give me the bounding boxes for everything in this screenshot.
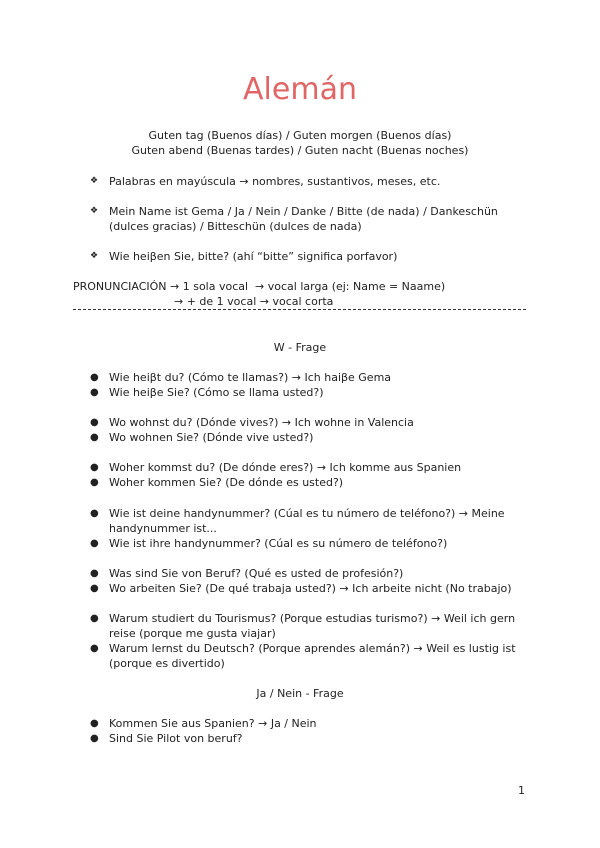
diamond-bullet-icon: ❖ [90, 251, 99, 261]
list-item: reise (porque me gusta viajar) [109, 627, 276, 640]
bullet-icon: ● [90, 568, 99, 579]
bullet-icon: ● [90, 538, 99, 549]
list-item: Woher kommen Sie? (De dónde es usted?) [109, 476, 344, 489]
bullet-icon: ● [90, 372, 99, 383]
bullet-icon: ● [90, 387, 99, 398]
list-item: Wo wohnst du? (Dónde vives?) → Ich wohne in Valencia [109, 416, 414, 429]
list-item: Was sind Sie von Beruf? (Qué es usted de profesión?) [109, 567, 404, 580]
list-item: handynummer ist... [109, 522, 217, 535]
list-item: Woher kommst du? (De dónde eres?) → Ich komme aus Spanien [109, 461, 462, 474]
note-text: Wie heiβen Sie, bitte? (ahí “bitte” significa porfavor) [109, 250, 398, 263]
bullet-icon: ● [90, 432, 99, 443]
note-text: Palabras en mayúscula → nombres, sustantivos, meses, etc. [109, 175, 441, 188]
list-item: Warum studiert du Tourismus? (Porque estudias turismo?) → Weil ich gern [109, 612, 516, 625]
diamond-bullet-icon: ❖ [90, 176, 99, 186]
bullet-icon: ● [90, 733, 99, 744]
bullet-icon: ● [90, 583, 99, 594]
bullet-icon: ● [90, 643, 99, 654]
note-text: Mein Name ist Gema / Ja / Nein / Danke / Bitte (de nada) / Dankeschün [109, 205, 498, 218]
note-text: (dulces gracias) / Bitteschün (dulces de nada) [109, 220, 362, 233]
diamond-bullet-icon: ❖ [90, 206, 99, 216]
pronunciation-rule: PRONUNCIACIÓN → 1 sola vocal → vocal larga (ej: Name = Naame) [73, 280, 446, 293]
page-title: Alemán [243, 72, 357, 107]
bullet-icon: ● [90, 718, 99, 729]
bullet-icon: ● [90, 417, 99, 428]
dashed-separator [73, 309, 526, 310]
list-item: Wie ist deine handynummer? (Cúal es tu número de teléfono?) → Meine [109, 507, 505, 520]
list-item: Wie heiβe Sie? (Cómo se llama usted?) [109, 386, 324, 399]
greeting-line: Guten abend (Buenas tardes) / Guten nacht (Buenas noches) [131, 144, 469, 157]
list-item: Wie ist ihre handynummer? (Cúal es su número de teléfono?) [109, 537, 448, 550]
bullet-icon: ● [90, 613, 99, 624]
list-item: Wo wohnen Sie? (Dónde vive usted?) [109, 431, 314, 444]
section-heading-ja-nein-frage: Ja / Nein - Frage [256, 687, 344, 700]
list-item: Sind Sie Pilot von beruf? [109, 732, 243, 745]
list-item: Wie heiβt du? (Cómo te llamas?) → Ich haiβe Gema [109, 371, 392, 384]
section-heading-w-frage: W - Frage [273, 341, 327, 354]
list-item: Warum lernst du Deutsch? (Porque aprendes alemán?) → Weil es lustig ist [109, 642, 516, 655]
bullet-icon: ● [90, 477, 99, 488]
bullet-icon: ● [90, 508, 99, 519]
pronunciation-rule: → + de 1 vocal → vocal corta [174, 295, 334, 308]
list-item: (porque es divertido) [109, 657, 225, 670]
page-number: 1 [518, 784, 525, 797]
bullet-icon: ● [90, 462, 99, 473]
greeting-line: Guten tag (Buenos días) / Guten morgen (Buenos días) [148, 129, 452, 142]
list-item: Wo arbeiten Sie? (De qué trabaja usted?) → Ich arbeite nicht (No trabajo) [109, 582, 512, 595]
list-item: Kommen Sie aus Spanien? → Ja / Nein [109, 717, 317, 730]
